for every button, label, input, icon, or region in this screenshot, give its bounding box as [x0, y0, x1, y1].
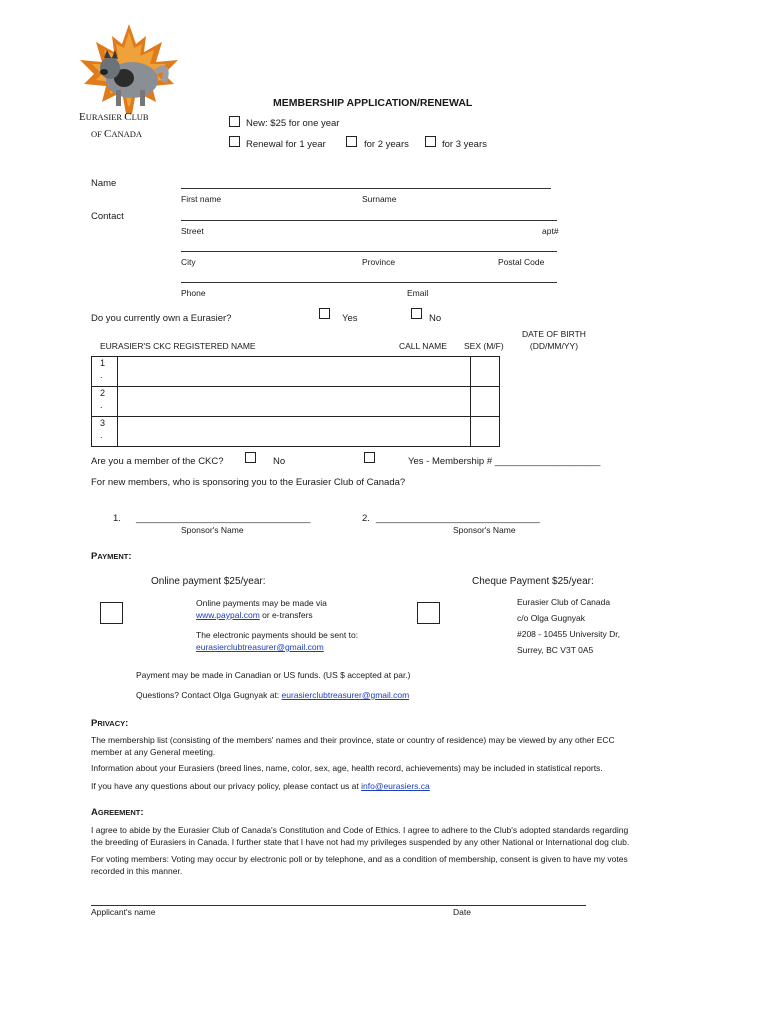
province-caption: Province [362, 257, 396, 267]
privacy-paragraph-3: If you have any questions about our privacy policy, please contact us at info@eurasiers.ca [91, 781, 430, 791]
sponsor-2-line[interactable]: _______________________________ [376, 513, 540, 524]
agreement-paragraph-1: I agree to abide by the Eurasier Club of Canada's Constitution and Code of Ethics. I agree to adhere to the Club's adopted standards regarding the breeding of Eurasiers in Canada. I further state that I have not had my privileges suspended by any other National or International dog club. [91, 825, 630, 847]
sex-cell[interactable] [471, 387, 500, 417]
phone-caption: Phone [181, 288, 206, 298]
row-number: 2 . [92, 387, 118, 417]
ckc-yes-membership[interactable]: Yes - Membership # ____________________ [408, 456, 601, 467]
dogs-table [91, 356, 501, 447]
surname-caption: Surname [362, 194, 397, 204]
treasurer-email-link[interactable]: eurasierclubtreasurer@gmail.com [196, 642, 324, 652]
registered-name-cell[interactable] [118, 357, 471, 387]
renewal-1-year-label: Renewal for 1 year [246, 139, 326, 150]
own-yes-checkbox[interactable] [319, 308, 330, 319]
cheque-payment-title: Cheque Payment $25/year: [472, 576, 594, 587]
cheque-address: Eurasier Club of Canada c/o Olga Gugnyak #208 - 10455 University Dr, Surrey, BC V3T 0A5 [517, 597, 620, 655]
new-membership-label: New: $25 for one year [246, 118, 340, 129]
maple-leaf-dog-logo [74, 22, 184, 117]
applicant-name-caption: Applicant's name [91, 907, 156, 917]
phone-email-input-line[interactable] [181, 282, 557, 283]
sponsor-question: For new members, who is sponsoring you to the Eurasier Club of Canada? [91, 477, 406, 488]
online-line1: Online payments may be made via [196, 598, 327, 608]
name-input-line[interactable] [181, 188, 551, 189]
online-payment-info [196, 597, 327, 621]
online-line2: www.paypal.com or e-transfers [196, 610, 313, 620]
table-row [92, 387, 501, 417]
payment-heading: PAYMENT: [91, 551, 132, 562]
payment-questions: Questions? Contact Olga Gugnyak at: eurasierclubtreasurer@gmail.com [136, 690, 410, 700]
ckc-question: Are you a member of the CKC? [91, 456, 224, 467]
email-caption: Email [407, 288, 429, 298]
sex-cell[interactable] [471, 357, 500, 387]
funds-note: Payment may be made in Canadian or US funds. (US $ accepted at par.) [136, 670, 411, 680]
table-row [92, 357, 501, 387]
sponsor-1-caption: Sponsor's Name [181, 525, 244, 535]
online-payment-title: Online payment $25/year: [151, 576, 266, 587]
sex-cell[interactable] [471, 417, 500, 447]
renewal-1-year-checkbox[interactable] [229, 136, 240, 147]
info-email-link[interactable]: info@eurasiers.ca [361, 781, 430, 791]
row-number: 3 . [92, 417, 118, 447]
online-payment-checkbox[interactable] [100, 602, 123, 624]
sponsor-1-line[interactable]: _________________________________ [136, 513, 311, 524]
ckc-yes-checkbox[interactable] [364, 452, 375, 463]
city-caption: City [181, 257, 196, 267]
renewal-2-years-checkbox[interactable] [346, 136, 357, 147]
new-membership-checkbox[interactable] [229, 116, 240, 127]
row-number: 1 . [92, 357, 118, 387]
renewal-3-years-label: for 3 years [442, 139, 487, 150]
agreement-paragraph-2: For voting members: Voting may occur by electronic poll or by telephone, and as a condition of membership, consent is given to have my votes recorded in this manner. [91, 854, 628, 876]
col-registered-name: EURASIER'S CKC REGISTERED NAME [100, 341, 256, 351]
sponsor-2-caption: Sponsor's Name [453, 525, 516, 535]
col-dob-line1: DATE OF BIRTH [522, 329, 586, 339]
renewal-2-years-label: for 2 years [364, 139, 409, 150]
registered-name-cell[interactable] [118, 417, 471, 447]
form-title: MEMBERSHIP APPLICATION/RENEWAL [273, 97, 473, 109]
col-dob [522, 328, 586, 352]
ckc-no-checkbox[interactable] [245, 452, 256, 463]
sponsor-2-number: 2. [362, 513, 370, 524]
own-eurasier-question: Do you currently own a Eurasier? [91, 313, 232, 324]
privacy-heading: PRIVACY: [91, 718, 129, 729]
logo-text: EURASIER CLUB OF CANADA [79, 111, 149, 140]
name-label: Name [91, 178, 117, 189]
col-sex: SEX (M/F) [464, 341, 504, 351]
own-yes-label: Yes [342, 313, 358, 324]
signature-line[interactable] [91, 905, 586, 906]
own-no-label: No [429, 313, 442, 324]
sent-to-text: The electronic payments should be sent to: [196, 630, 359, 640]
questions-email-link[interactable]: eurasierclubtreasurer@gmail.com [281, 690, 410, 700]
renewal-3-years-checkbox[interactable] [425, 136, 436, 147]
ckc-no-label: No [273, 456, 286, 467]
privacy-paragraph-2: Information about your Eurasiers (breed lines, name, color, sex, age, health record, achievements) may be included in statistical reports. [91, 763, 603, 773]
street-caption: Street [181, 226, 204, 236]
postal-code-caption: Postal Code [498, 257, 545, 267]
registered-name-cell[interactable] [118, 387, 471, 417]
apt-caption: apt# [542, 226, 559, 236]
own-no-checkbox[interactable] [411, 308, 422, 319]
first-name-caption: First name [181, 194, 222, 204]
contact-label: Contact [91, 211, 124, 222]
electronic-payment-info [196, 629, 358, 653]
agreement-heading: AGREEMENT: [91, 807, 144, 818]
city-input-line[interactable] [181, 251, 557, 252]
privacy-paragraph-1: The membership list (consisting of the members' names and their province, state or country of residence) may be viewed by any other ECC member at any General meeting. [91, 735, 615, 757]
date-caption: Date [453, 907, 471, 917]
cheque-payment-checkbox[interactable] [417, 602, 440, 624]
table-row [92, 417, 501, 447]
paypal-link[interactable]: www.paypal.com [196, 610, 260, 620]
street-input-line[interactable] [181, 220, 557, 221]
club-logo [74, 22, 184, 144]
col-dob-line2: (DD/MM/YY) [529, 341, 579, 351]
col-call-name: CALL NAME [399, 341, 447, 351]
sponsor-1-number: 1. [113, 513, 121, 524]
